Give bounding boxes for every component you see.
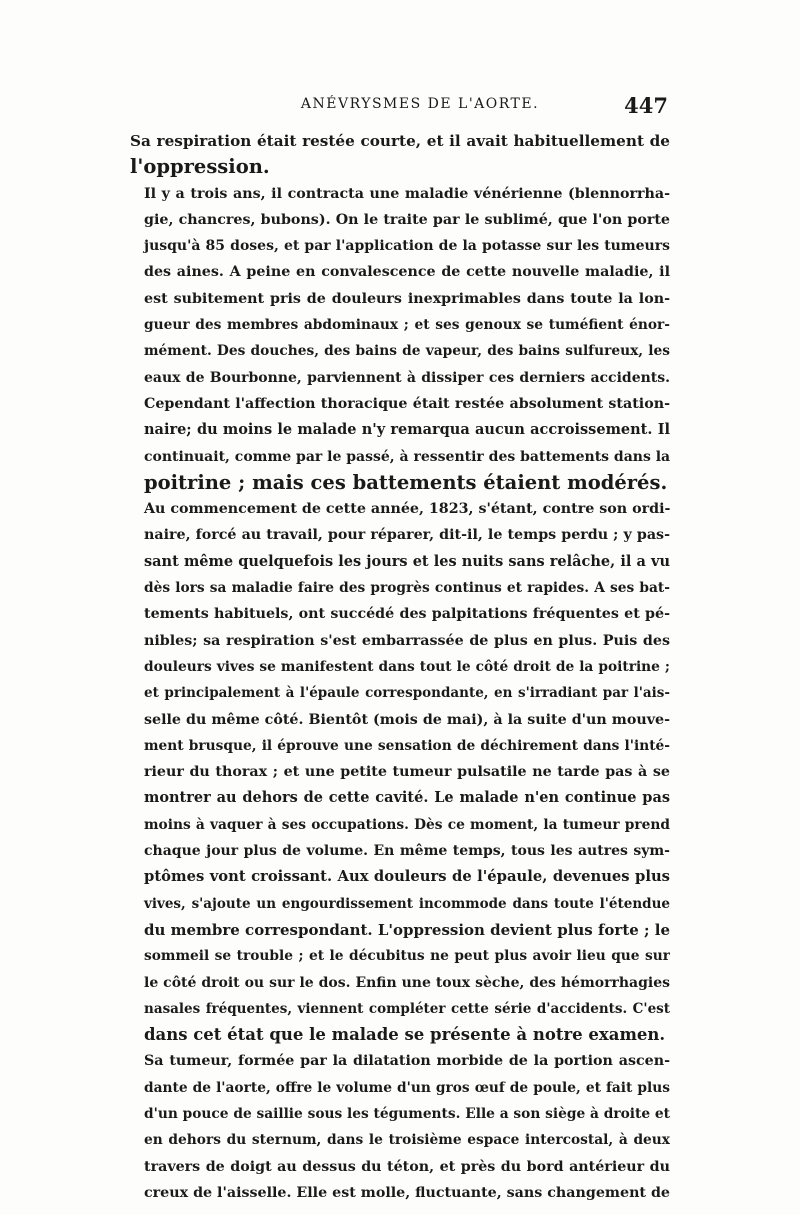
- text-line: d'un pouce de saillie sous les téguments. Elle a son siège à droite et: [144, 1105, 670, 1122]
- text-line: l'oppression.: [130, 155, 270, 179]
- paragraph: [130, 1048, 670, 1206]
- text-line: nibles; sa respiration s'est embarrassée de plus en plus. Puis des: [144, 632, 670, 649]
- running-head: [130, 93, 670, 120]
- text-line: gie, chancres, bubons). On le traite par le sublimé, que l'on porte: [144, 211, 670, 228]
- text-line: rieur du thorax ; et une petite tumeur pulsatile ne tarde pas à se: [144, 764, 670, 781]
- text-line: douleurs vives se manifestent dans tout le côté droit de la poitrine ;: [144, 658, 670, 675]
- text-line: Il y a trois ans, il contracta une maladie vénérienne (blennorrha-: [144, 185, 670, 202]
- text-line: nasales fréquentes, viennent compléter cette série d'accidents. C'est: [144, 1000, 670, 1017]
- text-line: mément. Des douches, des bains de vapeur, des bains sulfureux, les: [144, 343, 670, 360]
- text-line: Sa tumeur, formée par la dilatation morbide de la portion ascen-: [144, 1053, 670, 1070]
- text-line: naire, forcé au travail, pour réparer, dit-il, le temps perdu ; y pas-: [144, 527, 670, 544]
- text-line: est subitement pris de douleurs inexprimables dans toute la lon-: [144, 290, 670, 307]
- text-line: du membre correspondant. L'oppression devient plus forte ; le: [144, 920, 670, 939]
- page-number: 447: [624, 93, 668, 118]
- text-line: naire; du moins le malade n'y remarqua aucun accroissement. Il: [144, 421, 670, 439]
- text-line: jusqu'à 85 doses, et par l'application de la potasse sur les tumeurs: [144, 238, 670, 255]
- text-line: et principalement à l'épaule correspondante, en s'irradiant par l'ais-: [144, 685, 670, 702]
- text-line: eaux de Bourbonne, parviennent à dissiper ces derniers accidents.: [144, 369, 670, 386]
- text-line: en dehors du sternum, dans le troisième espace intercostal, à deux: [144, 1132, 670, 1149]
- text-line: Sa respiration était restée courte, et il avait habituellement de: [130, 132, 670, 150]
- text-line: Au commencement de cette année, 1823, s'étant, contre son ordi-: [144, 501, 670, 518]
- text-line: moins à vaquer à ses occupations. Dès ce moment, la tumeur prend: [144, 816, 670, 833]
- text-line: dès lors sa maladie faire des progrès continus et rapides. A ses bat-: [144, 580, 670, 597]
- paragraph: [130, 128, 670, 181]
- text-line: Cependant l'affection thoracique était restée absolument station-: [144, 395, 670, 412]
- text-line: continuait, comme par le passé, à ressentir des battements dans la: [144, 448, 670, 465]
- paragraph: [130, 181, 670, 497]
- text-line: dante de l'aorte, offre le volume d'un gros œuf de poule, et fait plus: [144, 1079, 670, 1096]
- text-line: ptômes vont croissant. Aux douleurs de l'épaule, devenues plus: [144, 868, 670, 886]
- text-line: vives, s'ajoute un engourdissement incommode dans toute l'étendue: [144, 895, 670, 912]
- text-line: travers de doigt au dessus du téton, et près du bord antérieur du: [144, 1158, 670, 1175]
- text-line: le côté droit ou sur le dos. Enfin une toux sèche, des hémorrhagies: [144, 974, 670, 991]
- text-line: gueur des membres abdominaux ; et ses genoux se tuméfient énor-: [144, 317, 670, 334]
- text-line: ment brusque, il éprouve une sensation de déchirement dans l'inté-: [144, 737, 670, 754]
- running-title: ANÉVRYSMES DE L'AORTE.: [300, 96, 540, 112]
- text-line: selle du même côté. Bientôt (mois de mai), à la suite d'un mouve-: [144, 711, 670, 728]
- text-line: sommeil se trouble ; et le décubitus ne peut plus avoir lieu que sur: [144, 948, 670, 965]
- text-line: chaque jour plus de volume. En même temps, tous les autres sym-: [144, 843, 670, 860]
- text-line: poitrine ; mais ces battements étaient modérés.: [144, 470, 668, 494]
- paragraph: [130, 496, 670, 1048]
- text-line: montrer au dehors de cette cavité. Le malade n'en continue pas: [144, 789, 670, 807]
- text-line: tements habituels, ont succédé des palpitations fréquentes et pé-: [144, 606, 670, 623]
- body-text: [130, 128, 670, 1206]
- text-line: creux de l'aisselle. Elle est molle, fluctuante, sans changement de: [144, 1184, 670, 1201]
- text-line: des aines. A peine en convalescence de cette nouvelle maladie, il: [144, 264, 670, 281]
- text-line: dans cet état que le malade se présente à notre examen.: [144, 1025, 666, 1045]
- text-line: sant même quelquefois les jours et les nuits sans relâche, il a vu: [144, 552, 670, 570]
